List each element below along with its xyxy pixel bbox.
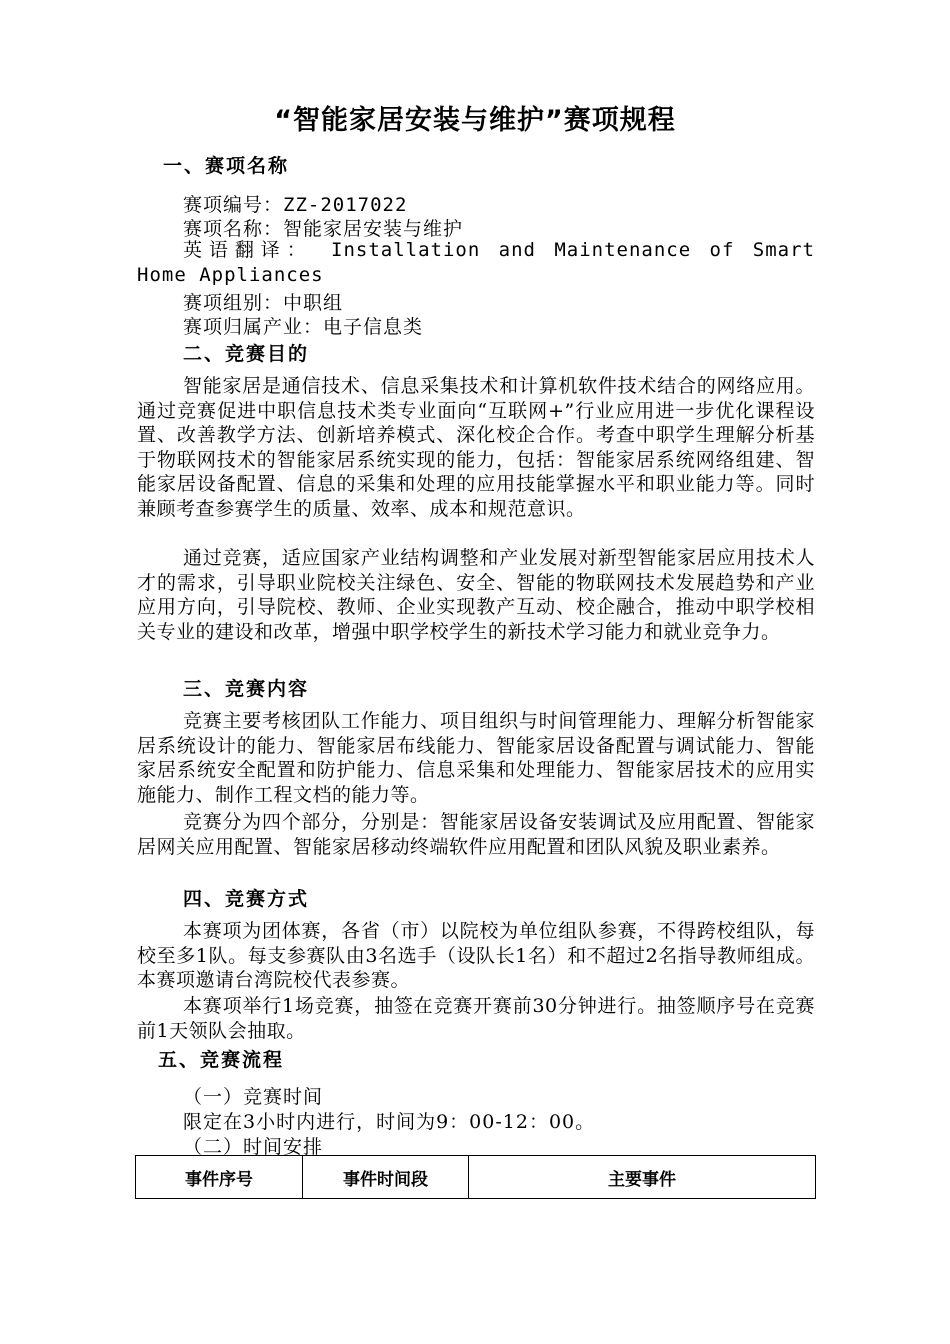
subheading-schedule: （二）时间安排	[183, 1136, 324, 1158]
schedule-table	[135, 1155, 816, 1199]
event-industry: 赛项归属产业：电子信息类	[183, 316, 424, 338]
event-name: 赛项名称：智能家居安装与维护	[183, 218, 464, 240]
subheading-time: （一）竞赛时间	[183, 1086, 324, 1108]
content-paragraph-1: 竞赛主要考核团队工作能力、项目组织与时间管理能力、理解分析智能家居系统设计的能力、智能家居布线能力、智能家居设备配置与调试能力、智能家居系统安全配置和防护能力、信息采集和处理能力、智能家居技术的应用实施能力、制作工程文档的能力等。	[137, 710, 815, 806]
english-translation: 英语翻译： Installation and Maintenance of Smart Home Appliances	[137, 239, 815, 286]
purpose-paragraph-2: 通过竞赛，适应国家产业结构调整和产业发展对新型智能家居应用技术人才的需求，引导职业院校关注绿色、安全、智能的物联网技术发展趋势和产业应用方向，引导院校、教师、企业实现教产互动、校企融合，推动中职学校相关专业的建设和改革，增强中职学校学生的新技术学习能力和就业竞争力。	[137, 547, 815, 643]
column-header-event-time: 事件时间段	[303, 1156, 469, 1199]
event-code: 赛项编号：ZZ-2017022	[183, 194, 408, 216]
table-header-row	[136, 1156, 816, 1199]
event-group: 赛项组别：中职组	[183, 292, 344, 314]
content-paragraph-2: 竞赛分为四个部分，分别是：智能家居设备安装调试及应用配置、智能家居网关应用配置、智能家居移动终端软件应用配置和团队风貌及职业素养。	[137, 811, 815, 858]
section-heading-2: 二、竞赛目的	[183, 343, 310, 365]
section-heading-1: 一、赛项名称	[163, 155, 290, 177]
section-heading-3: 三、竞赛内容	[183, 678, 310, 700]
column-header-main-event: 主要事件	[469, 1156, 816, 1199]
time-limit-text: 限定在3小时内进行，时间为9：00-12：00。	[183, 1111, 596, 1133]
format-paragraph-1: 本赛项为团体赛，各省（市）以院校为单位组队参赛，不得跨校组队，每校至多1队。每支参赛队由3名选手（设队长1名）和不超过2名指导教师组成。本赛项邀请台湾院校代表参赛。	[137, 920, 815, 991]
column-header-event-number: 事件序号	[136, 1156, 303, 1199]
document-title: “智能家居安装与维护”赛项规程	[274, 105, 676, 136]
purpose-paragraph-1: 智能家居是通信技术、信息采集技术和计算机软件技术结合的网络应用。通过竞赛促进中职信息技术类专业面向“互联网+”行业应用进一步优化课程设置、改善教学方法、创新培养模式、深化校企合作。考查中职学生理解分析基于物联网技术的智能家居系统实现的能力，包括：智能家居系统网络组建、智能家居设备配置、信息的采集和处理的应用技能掌握水平和职业能力等。同时兼顾考查参赛学生的质量、效率、成本和规范意识。	[137, 375, 815, 520]
section-heading-4: 四、竞赛方式	[183, 888, 310, 910]
section-heading-5: 五、竞赛流程	[158, 1049, 285, 1071]
format-paragraph-2: 本赛项举行1场竞赛，抽签在竞赛开赛前30分钟进行。抽签顺序号在竞赛前1天领队会抽取。	[137, 995, 815, 1042]
